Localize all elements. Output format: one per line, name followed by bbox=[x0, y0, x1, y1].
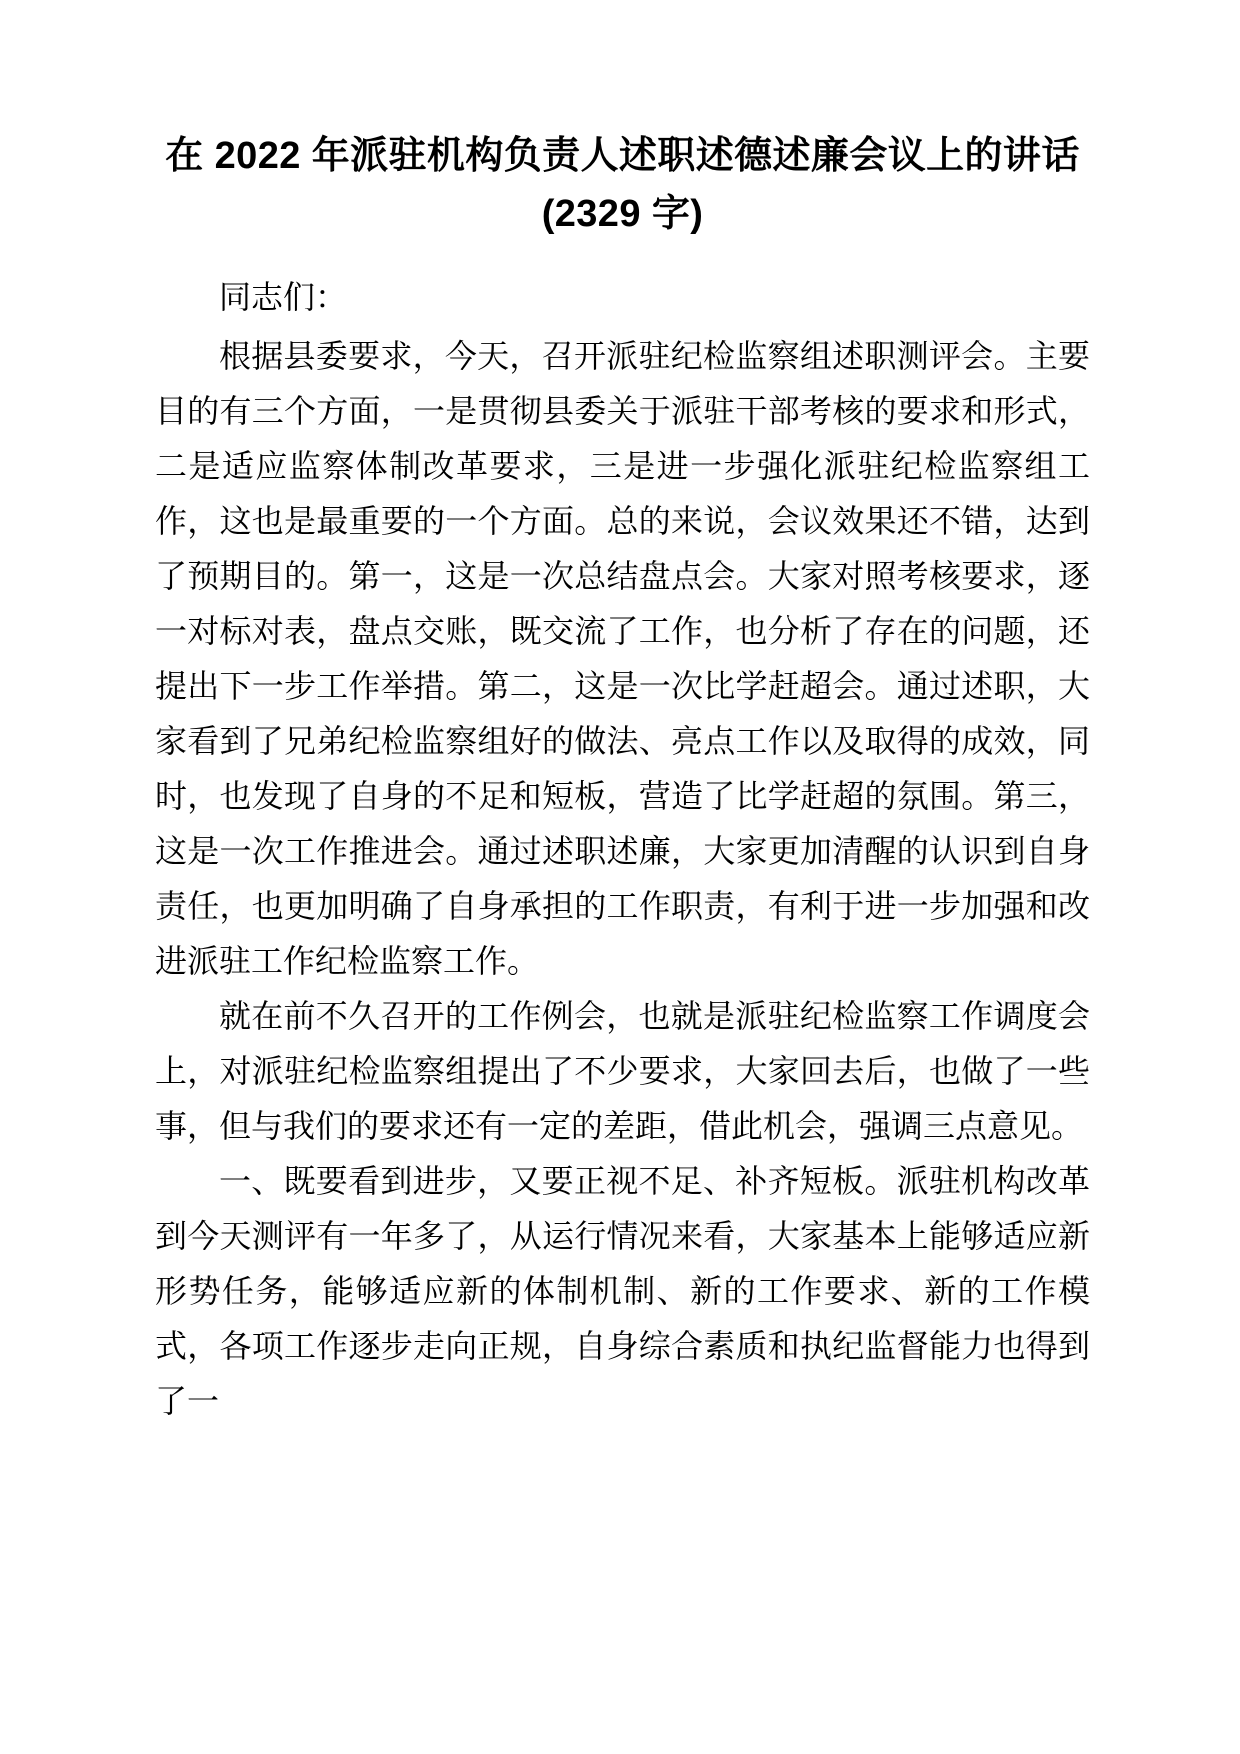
paragraph-2: 就在前不久召开的工作例会，也就是派驻纪检监察工作调度会上，对派驻纪检监察组提出了不少要求，大家回去后，也做了一些事，但与我们的要求还有一定的差距，借此机会，强调三点意见。 bbox=[155, 997, 1090, 1144]
salutation: 同志们： bbox=[219, 278, 348, 315]
word-count-subtitle: (2329 字) bbox=[541, 192, 704, 235]
page-title: 在 2022 年派驻机构负责人述职述德述廉会议上的讲话 bbox=[165, 135, 1080, 177]
paragraph-3: 一、既要看到进步，又要正视不足、补齐短板。派驻机构改革到今天测评有一年多了，从运行情况来看，大家基本上能够适应新形势任务，能够适应新的体制机制、新的工作要求、新的工作模式，各项工作逐步走向正规，自身综合素质和执纪监督能力也得到了一 bbox=[155, 1163, 1090, 1420]
paragraph-1: 根据县委要求，今天，召开派驻纪检监察组述职测评会。主要目的有三个方面，一是贯彻县委关于派驻干部考核的要求和形式，二是适应监察体制改革要求，三是进一步强化派驻纪检监察组工作，这也是最重要的一个方面。总的来说，会议效果还不错，达到了预期目的。第一，这是一次总结盘点会。大家对照考核要求，逐一对标对表，盘点交账，既交流了工作，也分析了存在的问题，还提出下一步工作举措。第二，这是一次比学赶超会。通过述职，大家看到了兄弟纪检监察组好的做法、亮点工作以及取得的成效，同时，也发现了自身的不足和短板，营造了比学赶超的氛围。第三，这是一次工作推进会。通过述职述廉，大家更加清醒的认识到自身责任，也更加明确了自身承担的工作职责，有利于进一步加强和改进派驻工作纪检监察工作。 bbox=[155, 337, 1090, 979]
document-body bbox=[155, 128, 1090, 1429]
